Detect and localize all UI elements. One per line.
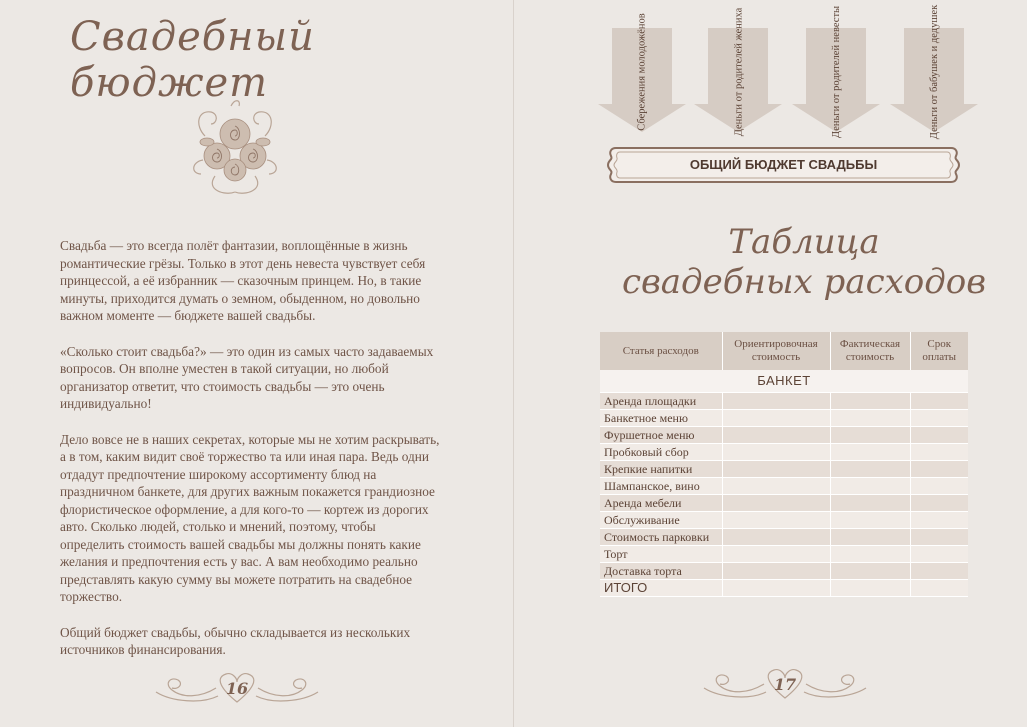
due-date-cell[interactable]: [910, 495, 968, 512]
actual-cost-cell[interactable]: [830, 393, 910, 410]
paragraph: Общий бюджет свадьбы, обычно складывается из нескольких источников финансирования.: [60, 624, 411, 657]
total-label: ИТОГО: [600, 580, 722, 597]
paragraph: Дело вовсе не в наших секретах, которые мы не хотим раскрывать, а в том, каким видит своё торжество та или иная пара. Ведь одни отдадут предпочтение широкому ассортименту блюд на праздничном банкете, для других важным покажется грандиозное флористическое оформление, а для кого-то — кортеж из дорогих авто. Сколько людей, столько и мнений, поэтому, чтобы определить стоимость вашей свадьбы мы должны понять какие желания и предпочтения есть у вас. А вам необходимо реально представлять какую сумму вы можете потратить на свадебное торжество.: [60, 431, 440, 604]
expense-item: Аренда мебели: [600, 495, 722, 512]
left-page: [0, 0, 513, 727]
source-arrow: [694, 7, 782, 137]
actual-cost-cell[interactable]: [830, 512, 910, 529]
actual-cost-cell[interactable]: [830, 546, 910, 563]
page-number: 17: [773, 675, 797, 694]
paragraph: «Сколько стоит свадьба?» — это один из самых часто задаваемых вопросов. Он вполне уместен в такой ситуации, но любой организатор ответит, что стоимость свадьбы — это очень индивидуально!: [60, 343, 434, 411]
table-row: [600, 393, 968, 410]
estimated-cost-cell[interactable]: [722, 495, 830, 512]
estimated-cost-cell[interactable]: [722, 478, 830, 495]
total-budget-banner: [606, 146, 961, 184]
column-header: Ориентировочная стоимость: [722, 332, 830, 370]
source-arrow: [890, 4, 978, 140]
due-date-cell[interactable]: [910, 393, 968, 410]
estimated-cost-cell[interactable]: [722, 410, 830, 427]
estimated-cost-cell[interactable]: [722, 512, 830, 529]
estimated-cost-cell[interactable]: [722, 529, 830, 546]
due-date-cell[interactable]: [910, 410, 968, 427]
paragraph: Свадьба — это всегда полёт фантазии, воплощённые в жизнь романтические грёзы. Только в этот день невеста чувствует себя принцессой, а её избранник — сказочным принцем. Но, в такие минуты, приходится думать о земном, обыденном, но довольно важном моменте — бюджете вашей свадьбы.: [60, 238, 426, 323]
table-row: [600, 495, 968, 512]
source-label: Сбережения молодожёнов: [637, 13, 648, 131]
table-row: [600, 410, 968, 427]
due-date-cell[interactable]: [910, 563, 968, 580]
expense-item: Крепкие напитки: [600, 461, 722, 478]
total-row: [600, 580, 968, 597]
table-row: [600, 546, 968, 563]
expense-item: Банкетное меню: [600, 410, 722, 427]
table-row: [600, 563, 968, 580]
table-row: [600, 529, 968, 546]
due-date-cell[interactable]: [910, 529, 968, 546]
estimated-cost-cell[interactable]: [722, 546, 830, 563]
table-header-row: [600, 332, 968, 370]
source-arrow: [598, 13, 686, 132]
column-header: Срок оплаты: [910, 332, 968, 370]
column-header: Фактическая стоимость: [830, 332, 910, 370]
actual-cost-cell[interactable]: [830, 444, 910, 461]
due-date-cell[interactable]: [910, 512, 968, 529]
source-label: Деньги от родителей жениха: [733, 7, 745, 137]
source-arrow: [792, 5, 880, 139]
table-row: [600, 461, 968, 478]
expense-item: Аренда площадки: [600, 393, 722, 410]
estimated-cost-cell[interactable]: [722, 461, 830, 478]
section-label: БАНКЕТ: [600, 370, 968, 393]
due-date-cell[interactable]: [910, 546, 968, 563]
table-row: [600, 512, 968, 529]
actual-cost-cell[interactable]: [830, 410, 910, 427]
actual-cost-cell[interactable]: [830, 461, 910, 478]
expense-item: Обслуживание: [600, 512, 722, 529]
table-title-line: Таблица: [728, 222, 880, 262]
actual-cost-cell[interactable]: [830, 495, 910, 512]
table-row: [600, 444, 968, 461]
due-date-cell[interactable]: [910, 580, 968, 597]
table-title: [614, 222, 994, 302]
total-budget-label: ОБЩИЙ БЮДЖЕТ СВАДЬБЫ: [689, 157, 878, 172]
due-date-cell[interactable]: [910, 461, 968, 478]
estimated-total-cell[interactable]: [722, 580, 830, 597]
table-row: [600, 478, 968, 495]
estimated-cost-cell[interactable]: [722, 427, 830, 444]
expense-item: Стоимость парковки: [600, 529, 722, 546]
expense-item: Шампанское, вино: [600, 478, 722, 495]
table-title-line: свадебных расходов: [621, 262, 987, 302]
estimated-cost-cell[interactable]: [722, 563, 830, 580]
source-label: Деньги от бабушек и дедушек: [929, 4, 941, 140]
rose-ornament-icon: [185, 96, 285, 200]
expenses-table: [600, 332, 968, 597]
column-header: Статья расходов: [600, 332, 722, 370]
estimated-cost-cell[interactable]: [722, 444, 830, 461]
expense-item: Доставка торта: [600, 563, 722, 580]
section-row: [600, 370, 968, 393]
page-number: 16: [225, 679, 249, 698]
actual-cost-cell[interactable]: [830, 563, 910, 580]
estimated-cost-cell[interactable]: [722, 393, 830, 410]
due-date-cell[interactable]: [910, 444, 968, 461]
actual-total-cell[interactable]: [830, 580, 910, 597]
table-row: [600, 427, 968, 444]
actual-cost-cell[interactable]: [830, 529, 910, 546]
expense-item: Торт: [600, 546, 722, 563]
page-title: Свадебный бюджет: [70, 14, 315, 106]
right-page: [514, 0, 1027, 727]
expense-item: Фуршетное меню: [600, 427, 722, 444]
expense-item: Пробковый сбор: [600, 444, 722, 461]
actual-cost-cell[interactable]: [830, 427, 910, 444]
actual-cost-cell[interactable]: [830, 478, 910, 495]
due-date-cell[interactable]: [910, 427, 968, 444]
due-date-cell[interactable]: [910, 478, 968, 495]
intro-text: [60, 237, 440, 677]
source-label: Деньги от родителей невесты: [831, 5, 843, 139]
